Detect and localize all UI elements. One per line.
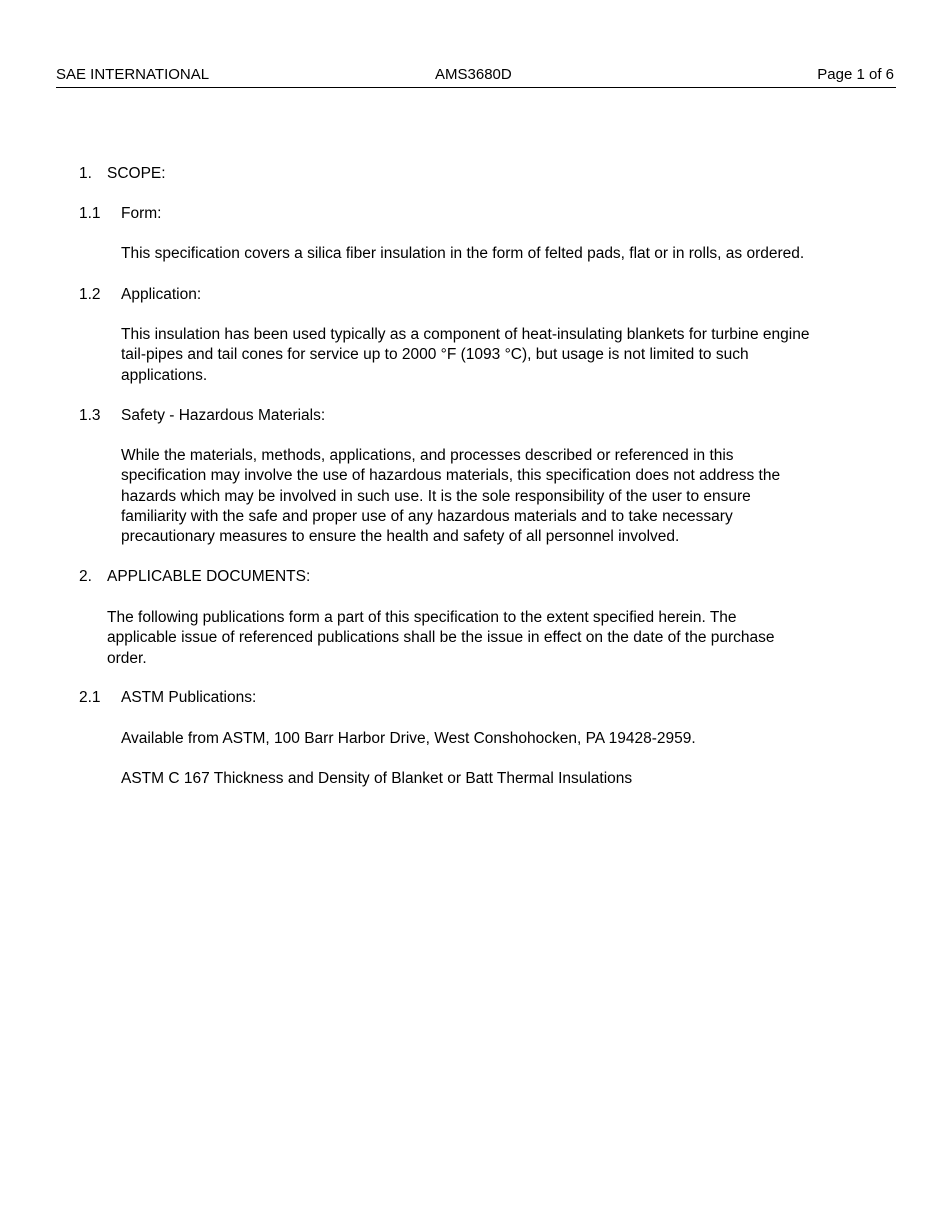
- paragraph-line: This insulation has been used typically as a component of heat-insulating blankets for turbine engine: [121, 326, 810, 343]
- header-document-number: AMS3680D: [435, 66, 512, 83]
- section-title: Form:: [121, 205, 162, 222]
- section-title: Application:: [121, 286, 202, 303]
- page-header: [56, 66, 896, 88]
- section-number: 1.: [79, 165, 92, 182]
- section-number: 1.1: [79, 205, 101, 222]
- section-number: 2.1: [79, 689, 101, 706]
- astm-reference-entry: [121, 769, 881, 789]
- section-title: APPLICABLE DOCUMENTS:: [107, 568, 311, 585]
- header-page-number: Page 1 of 6: [817, 66, 894, 83]
- paragraph-line: applicable issue of referenced publications shall be the issue in effect on the date of the purchase: [107, 629, 775, 647]
- paragraph-line: Available from ASTM, 100 Barr Harbor Drive, West Conshohocken, PA 19428-2959.: [121, 730, 696, 747]
- paragraph-line: specification may involve the use of hazardous materials, this specification does not address the: [121, 467, 781, 485]
- section-2-paragraph: [107, 608, 852, 669]
- paragraph-line: precautionary measures to ensure the health and safety of all personnel involved.: [121, 528, 680, 546]
- section-number: 1.2: [79, 286, 101, 303]
- astm-address-paragraph: [121, 729, 881, 749]
- section-1-1-paragraph: [121, 244, 881, 264]
- section-1-3-paragraph: [121, 446, 881, 547]
- paragraph-line: tail-pipes and tail cones for service up to 2000 °F (1093 °C), but usage is not limited to such: [121, 346, 749, 364]
- paragraph-line: familiarity with the safe and proper use of any hazardous materials and to take necessary: [121, 507, 733, 525]
- reference-line: ASTM C 167 Thickness and Density of Blanket or Batt Thermal Insulations: [121, 770, 633, 787]
- section-number: 2.: [79, 568, 92, 585]
- paragraph-line: While the materials, methods, applications, and processes described or referenced in this: [121, 447, 734, 464]
- paragraph-line: The following publications form a part of this specification to the extent specified herein. The: [107, 609, 737, 626]
- section-number: 1.3: [79, 407, 101, 424]
- paragraph-line: order.: [107, 649, 147, 667]
- section-1-2-paragraph: [121, 325, 881, 386]
- section-title: ASTM Publications:: [121, 689, 257, 706]
- paragraph-line: This specification covers a silica fiber insulation in the form of felted pads, flat or in rolls, as ordered.: [121, 245, 805, 262]
- section-title: SCOPE:: [107, 165, 166, 182]
- paragraph-line: applications.: [121, 366, 208, 384]
- paragraph-line: hazards which may be involved in such use. It is the sole responsibility of the user to ensure: [121, 487, 751, 505]
- header-organization: SAE INTERNATIONAL: [56, 66, 210, 83]
- section-title: Safety - Hazardous Materials:: [121, 407, 326, 424]
